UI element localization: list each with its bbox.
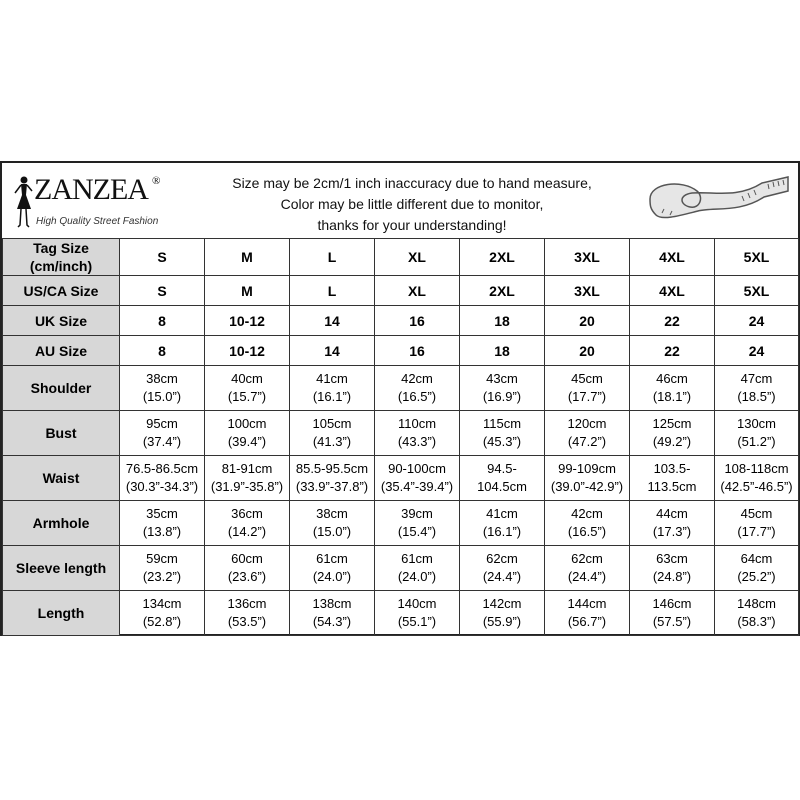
size-table-body [3,239,799,636]
cell-metric: 90-100cm [388,461,446,476]
table-cell: 8 [120,336,205,366]
table-cell [460,501,545,546]
table-cell: 14 [290,336,375,366]
cell-imperial: (55.1”) [397,614,437,629]
table-cell [205,456,290,501]
cell-metric: 59cm [146,551,178,566]
notice-line: Color may be little different due to monitor, [280,196,544,212]
table-cell [630,411,715,456]
cell-imperial: (13.8”) [142,524,182,539]
cell-imperial: (53.5”) [227,614,267,629]
cell-imperial: (37.4”) [142,434,182,449]
cell-metric: 148cm [736,596,777,611]
cell-metric: 41cm [316,371,348,386]
cell-imperial: (42.5”-46.5”) [720,479,793,494]
cell-metric: 144cm [567,596,607,611]
cell-metric: 38cm [146,371,178,386]
table-cell: 24 [715,306,799,336]
cell-imperial: (18.1”) [652,389,692,404]
row-header-measure: Armhole [3,501,120,546]
size-table [2,238,799,636]
cell-imperial: (15.7”) [227,389,267,404]
cell-metric: 47cm [740,371,773,386]
cell-metric: 110cm [397,416,437,431]
table-cell: XL [375,239,460,276]
table-cell [460,411,545,456]
cell-imperial: (23.2”) [142,569,182,584]
cell-imperial: (58.3”) [737,614,776,629]
measurement-notice [197,173,627,236]
cell-imperial: (33.9”-37.8”) [295,479,369,494]
table-cell: 3XL [545,239,630,276]
cell-metric: 36cm [231,506,263,521]
table-cell: 3XL [545,276,630,306]
cell-imperial: (16.1”) [312,389,352,404]
cell-metric: 146cm [652,596,692,611]
cell-metric: 134cm [142,596,182,611]
table-cell: 2XL [460,276,545,306]
table-cell [205,501,290,546]
cell-metric: 46cm [656,371,688,386]
cell-metric: 95cm [146,416,178,431]
cell-metric: 99-109cm [558,461,616,476]
fashion-figure-icon [12,175,34,229]
cell-imperial: (14.2”) [227,524,267,539]
table-row [3,276,799,306]
cell-metric: 41cm [486,506,518,521]
table-cell [205,411,290,456]
table-cell: 10-12 [205,306,290,336]
cell-metric: 125cm [652,416,692,431]
table-cell [290,366,375,411]
row-header-us-size: US/CA Size [3,276,120,306]
cell-metric: 44cm [656,506,688,521]
table-cell [205,591,290,636]
table-cell: 10-12 [205,336,290,366]
cell-metric: 64cm [740,551,773,566]
cell-imperial: (52.8”) [142,614,182,629]
table-cell [460,546,545,591]
cell-imperial: (45.3”) [482,434,522,449]
cell-imperial: (15.0”) [142,389,182,404]
cell-imperial: 113.5cm [647,479,697,494]
table-cell: 18 [460,306,545,336]
cell-imperial: (16.9”) [482,389,522,404]
brand-name: ZANZEA [34,173,148,206]
cell-metric: 142cm [482,596,522,611]
cell-imperial: (24.0”) [312,569,352,584]
cell-metric: 39cm [401,506,433,521]
table-cell: 24 [715,336,799,366]
table-cell [630,456,715,501]
cell-imperial: (23.6”) [227,569,267,584]
notice-line: Size may be 2cm/1 inch inaccuracy due to hand measure, [232,175,592,191]
cell-metric: 38cm [316,506,348,521]
cell-metric: 136cm [227,596,267,611]
cell-metric: 108-118cm [724,461,789,476]
cell-imperial: (24.0”) [397,569,437,584]
cell-imperial: (30.3”-34.3”) [125,479,199,494]
table-cell [375,546,460,591]
table-cell [630,546,715,591]
table-cell: L [290,239,375,276]
table-cell: 16 [375,306,460,336]
cell-metric: 40cm [231,371,263,386]
brand-tagline: High Quality Street Fashion [36,216,159,227]
table-row [3,546,799,591]
table-cell [205,366,290,411]
cell-imperial: (24.8”) [652,569,692,584]
cell-metric: 60cm [231,551,263,566]
table-cell [715,546,799,591]
table-cell [375,366,460,411]
table-cell: 20 [545,336,630,366]
table-cell: 22 [630,336,715,366]
table-cell [290,456,375,501]
table-cell: 14 [290,306,375,336]
cell-imperial: (39.0”-42.9”) [550,479,624,494]
cell-metric: 103.5- [653,461,691,476]
table-cell [290,501,375,546]
cell-imperial: (15.0”) [312,524,352,539]
table-cell [460,591,545,636]
table-row [3,456,799,501]
cell-metric: 63cm [656,551,688,566]
size-chart [0,161,800,636]
row-header-measure: Shoulder [3,366,120,411]
table-cell [120,501,205,546]
cell-imperial: (43.3”) [397,434,437,449]
cell-imperial: (41.3”) [312,434,352,449]
cell-metric: 115cm [482,416,522,431]
table-row [3,306,799,336]
table-cell: M [205,276,290,306]
table-cell: 4XL [630,239,715,276]
table-cell [290,411,375,456]
table-cell [545,366,630,411]
cell-metric: 130cm [736,416,777,431]
row-header-uk-size: UK Size [3,306,120,336]
table-cell [630,591,715,636]
cell-metric: 100cm [227,416,267,431]
cell-metric: 81-91cm [221,461,273,476]
cell-imperial: (16.5”) [567,524,607,539]
table-cell [545,591,630,636]
table-cell: 20 [545,306,630,336]
table-cell [715,366,799,411]
table-cell: L [290,276,375,306]
cell-metric: 45cm [571,371,603,386]
row-header-au-size: AU Size [3,336,120,366]
table-cell [120,456,205,501]
table-cell [460,456,545,501]
table-row [3,501,799,546]
row-header-tag-size [3,239,120,276]
table-cell [715,591,799,636]
table-cell: 4XL [630,276,715,306]
table-cell: 8 [120,306,205,336]
cell-imperial: (51.2”) [737,434,776,449]
table-cell [120,591,205,636]
cell-imperial: (55.9”) [482,614,522,629]
cell-metric: 120cm [567,416,607,431]
cell-imperial: (17.7”) [567,389,607,404]
table-cell [715,501,799,546]
cell-metric: 138cm [312,596,352,611]
cell-imperial: (39.4”) [227,434,267,449]
table-cell [205,546,290,591]
cell-imperial: (54.3”) [312,614,352,629]
table-cell [715,456,799,501]
cell-metric: 76.5-86.5cm [125,461,199,476]
table-row [3,336,799,366]
cell-metric: 105cm [312,416,352,431]
table-row [3,239,799,276]
cell-metric: 42cm [401,371,433,386]
registered-mark: ® [152,175,161,187]
cell-imperial: (18.5”) [737,389,776,404]
cell-imperial: (17.7”) [737,524,776,539]
table-cell [545,546,630,591]
table-cell [290,591,375,636]
cell-imperial: (47.2”) [567,434,607,449]
table-cell [545,411,630,456]
cell-metric: 45cm [740,506,773,521]
table-cell: S [120,276,205,306]
cell-imperial: (35.4”-39.4”) [380,479,454,494]
cell-imperial: (25.2”) [737,569,776,584]
row-header-measure: Waist [3,456,120,501]
cell-metric: 61cm [316,551,348,566]
table-cell [290,546,375,591]
cell-metric: 35cm [146,506,178,521]
table-cell [120,546,205,591]
row-header-measure: Bust [3,411,120,456]
table-cell [545,456,630,501]
cell-imperial: (24.4”) [482,569,522,584]
cell-imperial: 104.5cm [477,479,527,494]
table-cell [375,501,460,546]
table-cell [375,456,460,501]
table-row [3,366,799,411]
table-cell [630,501,715,546]
cell-metric: 94.5- [487,461,517,476]
row-header-line: (cm/inch) [29,258,93,274]
notice-line: thanks for your understanding! [317,217,507,233]
cell-imperial: (56.7”) [567,614,607,629]
chart-header [2,163,798,238]
cell-imperial: (16.5”) [397,389,437,404]
cell-imperial: (49.2”) [652,434,692,449]
cell-imperial: (57.5”) [652,614,692,629]
cell-imperial: (17.3”) [652,524,692,539]
table-cell: 5XL [715,239,799,276]
cell-metric: 42cm [571,506,603,521]
cell-metric: 140cm [397,596,437,611]
table-cell [375,591,460,636]
table-cell: M [205,239,290,276]
table-cell [460,366,545,411]
cell-metric: 61cm [401,551,433,566]
table-cell: XL [375,276,460,306]
cell-imperial: (16.1”) [482,524,522,539]
cell-metric: 43cm [486,371,518,386]
brand-logo [6,169,206,231]
row-header-measure: Length [3,591,120,636]
cell-imperial: (15.4”) [397,524,437,539]
cell-metric: 62cm [486,551,518,566]
cell-metric: 62cm [571,551,603,566]
table-cell: 2XL [460,239,545,276]
cell-metric: 85.5-95.5cm [295,461,369,476]
table-cell: 22 [630,306,715,336]
row-header-measure: Sleeve length [3,546,120,591]
table-cell [630,366,715,411]
cell-imperial: (24.4”) [567,569,607,584]
row-header-line: Tag Size [33,240,89,256]
table-cell [545,501,630,546]
table-cell [715,411,799,456]
table-cell: S [120,239,205,276]
table-cell: 16 [375,336,460,366]
table-cell: 5XL [715,276,799,306]
table-cell [120,411,205,456]
table-row [3,591,799,636]
table-cell [120,366,205,411]
measuring-tape-icon [642,169,792,233]
table-cell [375,411,460,456]
table-row [3,411,799,456]
table-cell: 18 [460,336,545,366]
cell-imperial: (31.9”-35.8”) [210,479,284,494]
